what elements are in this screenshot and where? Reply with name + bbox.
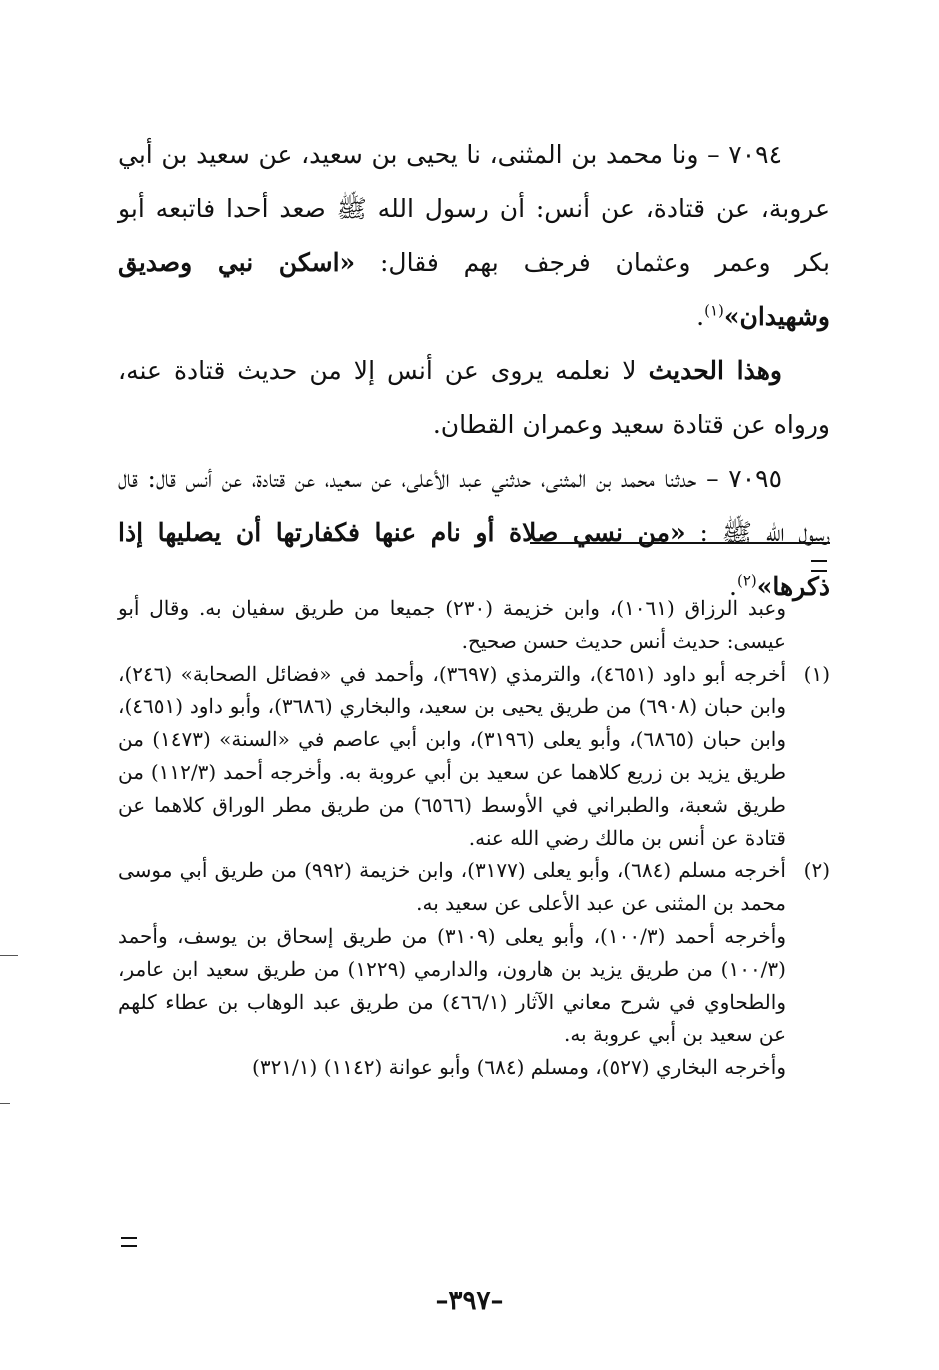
hadith-quote: «اسكن نبي وصديق وشهيدان»: [118, 248, 830, 331]
footnote-text: أخرجه مسلم (٦٨٤)، وأبو يعلى (٣١٧٧)، وابن خزيمة (٩٩٢) من طريق أبي موسى محمد بن المثنى عن عبد الأعلى عن سعيد به.: [118, 858, 786, 916]
footnote-ref-2[interactable]: (٢): [736, 571, 757, 590]
footnote-ref-1[interactable]: (١): [704, 301, 724, 320]
footnotes: [118, 592, 830, 1084]
hadith-quote: «من نسي صلاة أو نام عنها فكفارتها أن يصليها إذا ذكرها»: [118, 518, 830, 601]
footnote-2-para: وأخرجه أحمد (١٠٠/٣)، وأبو يعلى (٣١٠٩) من طريق إسحاق بن يوسف، وأحمد (١٠٠/٣) من طريق يزيد بن هارون، والدارمي (١٢٢٩) من طريق سعيد ابن عامر، والطحاوي في شرح معاني الآثار (٤٦٦/١) من طريق عبد الوهاب بن عطاء كلهم عن سعيد بن أبي عروبة به.: [118, 923, 786, 1047]
margin-mark: [0, 1103, 10, 1104]
hadith-7094: ٧٠٩٤ – ونا محمد بن المثنى، نا يحيى بن سعيد، عن سعيد بن أبي عروبة، عن قتادة، عن أنس: أن رسول الله ﷺ صعد أحدا فاتبعه أبو بكر وعمر وعثمان فرجف بهم فقال: «اسكن نبي وصديق وشهيدان»$^{(١)}$.: [118, 140, 830, 331]
continuation-mark: [121, 1237, 137, 1247]
footnote-number: (٢): [803, 858, 830, 883]
page-number: –٣٩٧–: [435, 1286, 504, 1316]
margin-mark: [0, 955, 18, 956]
footnote-2-para: وأخرجه البخاري (٥٢٧)، ومسلم (٦٨٤) وأبو عوانة (١١٤٢) (٣٢١/١): [252, 1055, 786, 1080]
footnote-separator: [530, 542, 830, 544]
footnote-1: [118, 658, 830, 855]
footnote-2: [118, 854, 830, 920]
footnote-text: أخرجه أبو داود (٤٦٥١)، والترمذي (٣٦٩٧)، وأحمد في «فضائل الصحابة» (٢٤٦)، وابن حبان (٦٩٠٨) من طريق يحيى بن سعيد، والبخاري (٣٦٨٦)، وأبو داود (٤٦٥١)، وابن حبان (٦٨٦٥)، وأبو يعلى (٣١٩٦)، وابن أبي عاصم في «السنة» (١٤٧٣) من طريق يزيد بن زريع كلاهما عن سعيد بن أبي عروبة به. وأخرجه أحمد (١١٢/٣) من طريق شعبة، والطبراني في الأوسط (٦٥٦٦) من طريق مطر الوراق كلاهما عن قتادة عن أنس بن مالك رضي الله عنه.: [118, 661, 787, 850]
continuation-mark: [811, 560, 827, 572]
commentary: وهذا الحديث لا نعلمه يروى عن أنس إلا من حديث قتادة عنه، ورواه عن قتادة سعيد وعمران القطان.: [118, 356, 830, 439]
hadith-7095: ٧٠٩٥ – حدثنا محمد بن المثنى، حدثني عبد الأعلى، عن سعيد، عن قتادة، عن أنس قال: قال رسول الله ﷺ : «من نسي صلاة أو نام عنها فكفارتها أن يصليها إذا ذكرها»$^{(٢)}$.: [118, 464, 831, 601]
footnote-number: (١): [803, 661, 830, 686]
footnote-continuation: وعبد الرزاق (١٠٦١)، وابن خزيمة (٢٣٠) جميعا من طريق سفيان به. وقال أبو عيسى: حديث أنس حديث حسن صحيح.: [118, 596, 787, 653]
